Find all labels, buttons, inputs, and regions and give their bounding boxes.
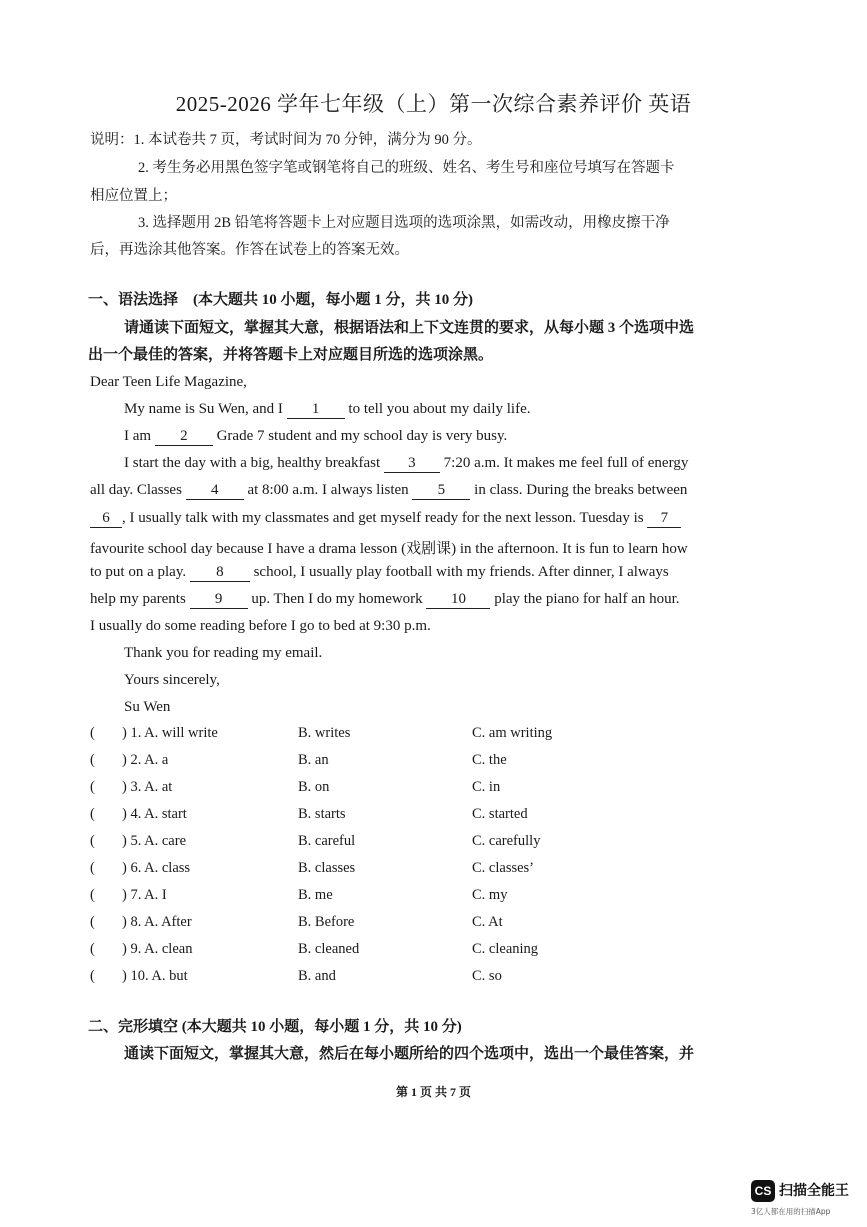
question-option-c: C. At bbox=[472, 914, 503, 930]
letter-text: play the piano for half an hour. bbox=[494, 591, 680, 607]
question-option-a: ) 9. A. clean bbox=[122, 941, 193, 957]
question-option-b: B. and bbox=[298, 968, 336, 984]
instruction-line: 相应位置上； bbox=[90, 188, 177, 204]
question-option-b: B. on bbox=[298, 779, 330, 795]
letter-text: I am bbox=[124, 428, 152, 444]
letter-text: 7:20 a.m. It makes me feel full of energy bbox=[443, 455, 689, 471]
letter-line bbox=[124, 401, 530, 419]
letter-text: Grade 7 student and my school day is very busy. bbox=[216, 428, 508, 444]
letter-text: My name is Su Wen, and I bbox=[124, 401, 283, 417]
question-paren: ( bbox=[90, 968, 95, 984]
question-paren: ( bbox=[90, 725, 95, 741]
question-paren: ( bbox=[90, 833, 95, 849]
instruction-line: 说明：1. 本试卷共 7 页，考试时间为 70 分钟，满分为 90 分。 bbox=[90, 132, 482, 148]
page-number: 第 1 页 共 7 页 bbox=[395, 1085, 471, 1099]
question-paren: ( bbox=[90, 752, 95, 768]
question-option-b: B. writes bbox=[298, 725, 351, 741]
blank-5: 5 bbox=[412, 482, 470, 500]
question-option-c: C. so bbox=[472, 968, 502, 984]
page-title: 2025-2026 学年七年级（上）第一次综合素养评价 英语 bbox=[175, 92, 692, 116]
letter-text: in class. During the breaks between bbox=[474, 482, 688, 498]
question-option-c: C. cleaning bbox=[472, 941, 539, 957]
camscanner-logo-icon: CS bbox=[751, 1180, 775, 1202]
letter-line: favourite school day because I have a drama lesson (戏剧课) in the afternoon. It is fun to learn how bbox=[90, 541, 688, 557]
letter-line bbox=[90, 482, 687, 500]
letter-closing: Yours sincerely, bbox=[124, 672, 220, 688]
question-option-a: ) 4. A. start bbox=[122, 806, 187, 822]
question-option-a: ) 1. A. will write bbox=[122, 725, 218, 741]
watermark-tagline: 3亿人都在用的扫描App bbox=[751, 1207, 831, 1216]
question-option-b: B. cleaned bbox=[298, 941, 360, 957]
letter-text: to tell you about my daily life. bbox=[348, 401, 531, 417]
letter-line bbox=[124, 455, 688, 473]
section-directions: 请通读下面短文，掌握其大意，根据语法和上下文连贯的要求，从每小题 3 个选项中选 bbox=[124, 320, 695, 336]
question-paren: ( bbox=[90, 941, 95, 957]
question-option-b: B. starts bbox=[298, 806, 346, 822]
question-option-a: ) 8. A. After bbox=[122, 914, 192, 930]
instruction-line: 后，再选涂其他答案。作答在试卷上的答案无效。 bbox=[90, 242, 409, 258]
letter-text: , I usually talk with my classmates and get myself ready for the next lesson. Tuesday is bbox=[122, 510, 644, 526]
question-option-c: C. in bbox=[472, 779, 501, 795]
section-directions: 出一个最佳的答案，并将答题卡上对应题目所选的选项涂黑。 bbox=[88, 347, 494, 363]
blank-4: 4 bbox=[186, 482, 244, 500]
letter-line bbox=[90, 591, 680, 609]
letter-line bbox=[124, 428, 507, 446]
letter-signature: Su Wen bbox=[124, 699, 171, 715]
letter-text: help my parents bbox=[90, 591, 186, 607]
section-directions: 通读下面短文，掌握其大意，然后在每小题所给的四个选项中，选出一个最佳答案，并 bbox=[124, 1046, 695, 1062]
question-paren: ( bbox=[90, 860, 95, 876]
blank-10: 10 bbox=[426, 591, 490, 609]
question-option-a: ) 3. A. at bbox=[122, 779, 173, 795]
watermark-name: 扫描全能王 bbox=[779, 1183, 849, 1199]
question-option-a: ) 7. A. I bbox=[122, 887, 167, 903]
letter-text: at 8:00 a.m. I always listen bbox=[247, 482, 409, 498]
question-option-a: ) 2. A. a bbox=[122, 752, 169, 768]
question-option-a: ) 5. A. care bbox=[122, 833, 187, 849]
question-option-c: C. the bbox=[472, 752, 507, 768]
letter-line: I usually do some reading before I go to bed at 9:30 p.m. bbox=[90, 618, 431, 634]
letter-text: all day. Classes bbox=[90, 482, 182, 498]
letter-thanks: Thank you for reading my email. bbox=[124, 645, 323, 661]
letter-text: up. Then I do my homework bbox=[251, 591, 423, 607]
question-option-c: C. carefully bbox=[472, 833, 541, 849]
instruction-line: 3. 选择题用 2B 铅笔将答题卡上对应题目选项的选项涂黑，如需改动，用橡皮擦干净 bbox=[138, 215, 670, 231]
question-paren: ( bbox=[90, 779, 95, 795]
instruction-line: 2. 考生务必用黑色签字笔或钢笔将自己的班级、姓名、考生号和座位号填写在答题卡 bbox=[138, 160, 675, 176]
blank-9: 9 bbox=[190, 591, 248, 609]
question-option-b: B. careful bbox=[298, 833, 356, 849]
question-option-c: C. am writing bbox=[472, 725, 553, 741]
question-paren: ( bbox=[90, 806, 95, 822]
question-paren: ( bbox=[90, 887, 95, 903]
blank-8: 8 bbox=[190, 564, 250, 582]
question-option-a: ) 10. A. but bbox=[122, 968, 188, 984]
scanner-watermark bbox=[751, 1178, 851, 1216]
question-option-b: B. classes bbox=[298, 860, 356, 876]
section-heading: 二、完形填空 (本大题共 10 小题，每小题 1 分，共 10 分) bbox=[88, 1019, 462, 1035]
blank-2: 2 bbox=[155, 428, 213, 446]
letter-greeting: Dear Teen Life Magazine, bbox=[90, 374, 247, 390]
letter-text: I start the day with a big, healthy breakfast bbox=[124, 455, 381, 471]
letter-text: school, I usually play football with my friends. After dinner, I always bbox=[253, 564, 669, 580]
question-option-c: C. classes’ bbox=[472, 860, 535, 876]
question-option-b: B. Before bbox=[298, 914, 355, 930]
letter-line bbox=[90, 564, 669, 582]
question-paren: ( bbox=[90, 914, 95, 930]
question-option-b: B. me bbox=[298, 887, 333, 903]
blank-1: 1 bbox=[287, 401, 345, 419]
blank-3: 3 bbox=[384, 455, 440, 473]
section-heading: 一、语法选择 (本大题共 10 小题，每小题 1 分，共 10 分) bbox=[88, 292, 473, 308]
question-option-c: C. my bbox=[472, 887, 508, 903]
question-option-c: C. started bbox=[472, 806, 528, 822]
question-option-a: ) 6. A. class bbox=[122, 860, 191, 876]
blank-7: 7 bbox=[647, 510, 681, 528]
letter-text: to put on a play. bbox=[90, 564, 187, 580]
letter-line bbox=[90, 510, 681, 528]
blank-6: 6 bbox=[90, 510, 122, 528]
question-option-b: B. an bbox=[298, 752, 329, 768]
